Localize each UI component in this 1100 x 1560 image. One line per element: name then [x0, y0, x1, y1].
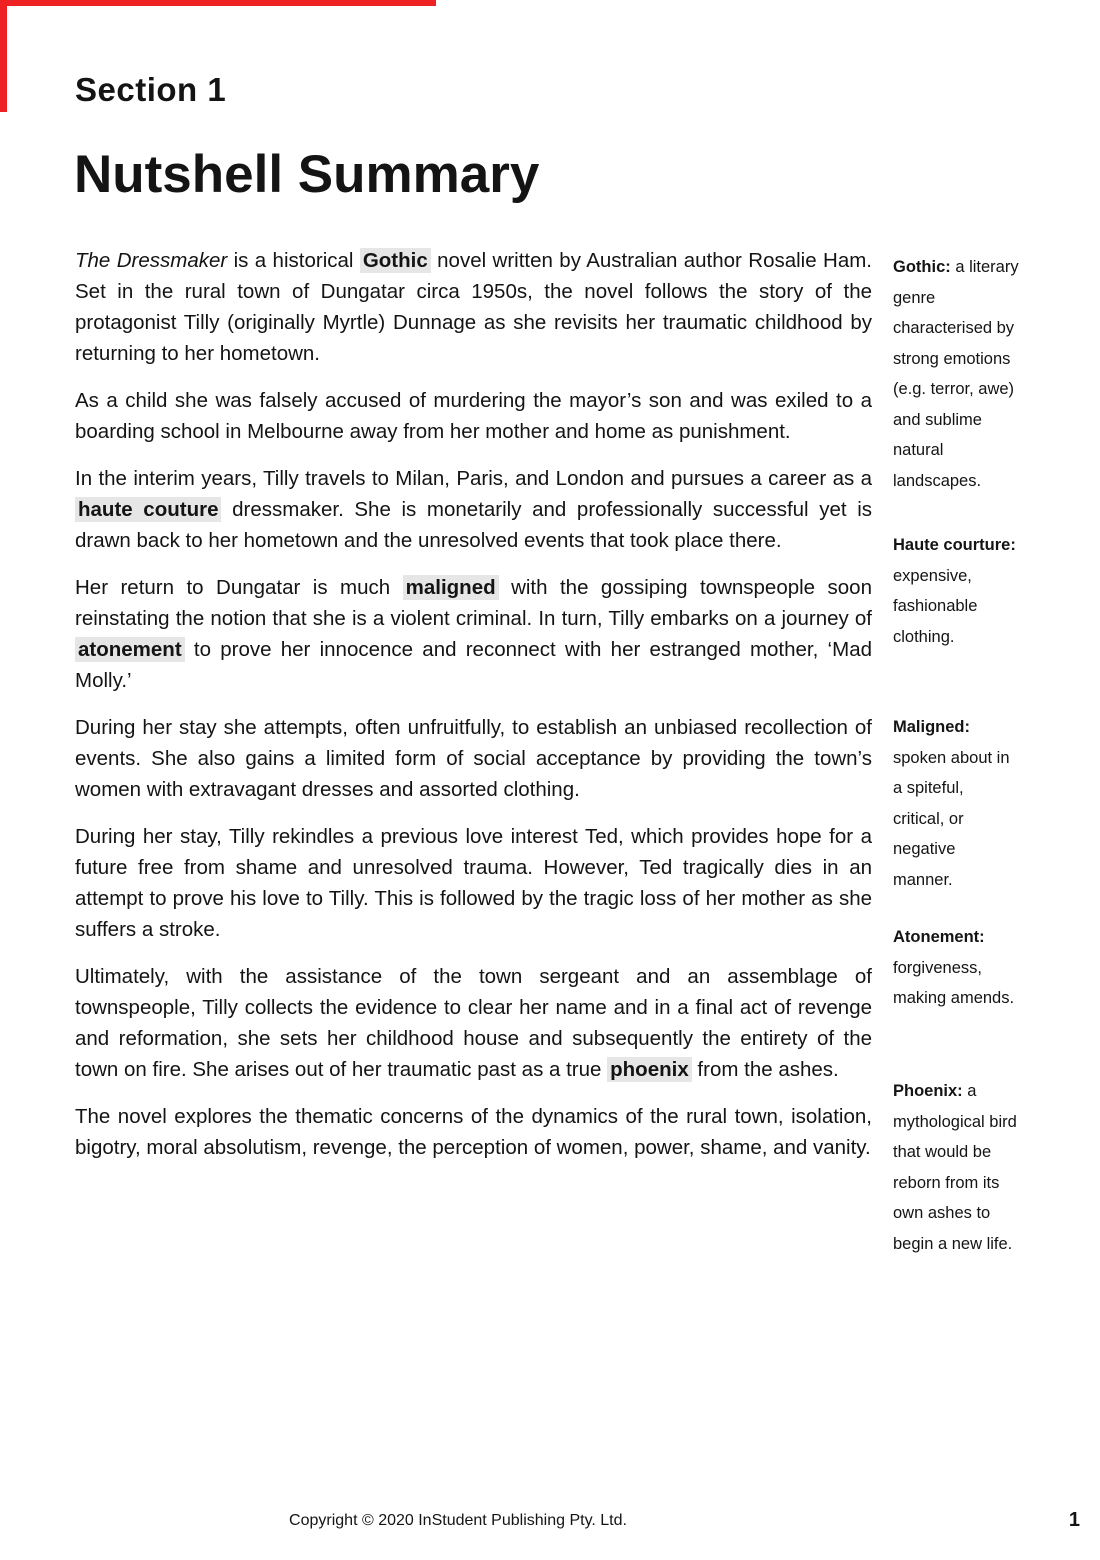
margin-note-term: Maligned: [893, 718, 970, 736]
text-segment: novel written by Australian author Rosalie Ham. Set in the rural town of Dungatar circa 1950s, the novel follows the story of the protagonist Tilly (originally Myrtle) Dunnage as she revisits her traumatic childhood by returning to her hometown. [75, 249, 872, 365]
text-segment: During her stay, Tilly rekindles a previous love interest Ted, which provides hope for a future free from shame and unresolved trauma. However, Ted tragically dies in an attempt to prove his love to Tilly. This is followed by the tragic loss of her mother as she suffers a stroke. [75, 825, 872, 941]
red-edge-mark-left [0, 0, 7, 112]
margin-note: Gothic: a literary genre characterised by strong emotions (e.g. terror, awe) and sublime natural landscapes. [893, 258, 1019, 490]
text-segment: Ultimately, with the assistance of the town sergeant and an assemblage of townspeople, Tilly collects the evidence to clear her name and in a final act of revenge and reformation, she sets her childhood house and subsequently the entirety of the town on fire. She arises out of her traumatic past as a true [75, 965, 872, 1081]
text-segment: During her stay she attempts, often unfruitfully, to establish an unbiased recollection of events. She also gains a limited form of social acceptance by providing the town’s women with extravagant dresses and assorted clothing. [75, 716, 872, 801]
highlighted-term: haute couture [75, 497, 221, 522]
text-segment: to prove her innocence and reconnect with her estranged mother, ‘Mad Molly.’ [75, 638, 872, 692]
margin-note: Maligned: spoken about in a spiteful, critical, or negative manner. [893, 718, 1010, 889]
margin-note: Haute courture: expensive, fashionable clothing. [893, 536, 1016, 646]
section-label: Section 1 [75, 71, 227, 108]
paragraph [75, 572, 872, 696]
margin-note-term: Phoenix: [893, 1082, 963, 1100]
text-segment: is a historical [227, 249, 360, 272]
highlighted-term: atonement [75, 637, 185, 662]
text-segment: dressmaker. She is monetarily and professionally successful yet is drawn back to her hometown and the unresolved events that took place there. [75, 498, 873, 552]
highlighted-term: Gothic [360, 248, 431, 273]
margin-notes-column [893, 0, 1023, 1560]
margin-note: Atonement: forgiveness, making amends. [893, 928, 1015, 1007]
paragraph [75, 712, 872, 805]
text-segment: In the interim years, Tilly travels to Milan, Paris, and London and pursues a career as a [75, 467, 872, 490]
paragraph [75, 1101, 872, 1163]
paragraph [75, 463, 872, 556]
text-segment: The Dressmaker [75, 249, 228, 272]
margin-note: Phoenix: a mythological bird that would be reborn from its own ashes to begin a new life. [893, 1082, 1017, 1253]
text-segment: from the ashes. [691, 1058, 839, 1081]
red-edge-mark-top [0, 0, 436, 6]
text-segment: Her return to Dungatar is much [75, 576, 403, 599]
margin-note-term: Haute courture: [893, 536, 1016, 554]
page-number: 1 [1068, 1509, 1080, 1531]
paragraph [75, 821, 872, 945]
text-segment: As a child she was falsely accused of murdering the mayor’s son and was exiled to a boarding school in Melbourne away from her mother and home as punishment. [75, 389, 872, 443]
highlighted-term: maligned [403, 575, 499, 600]
text-segment: with the gossiping townspeople soon reinstating the notion that she is a violent criminal. In turn, Tilly embarks on a journey of [75, 576, 872, 630]
paragraph [75, 961, 872, 1085]
highlighted-term: phoenix [607, 1057, 692, 1082]
margin-note-term: Gothic: [893, 258, 951, 276]
summary-text-column [75, 245, 872, 1179]
margin-note-term: Atonement: [893, 928, 985, 946]
copyright-line: Copyright © 2020 InStudent Publishing Pty. Ltd. [289, 1512, 627, 1529]
paragraph [75, 385, 872, 447]
paragraph [75, 245, 872, 369]
page-title: Nutshell Summary [74, 145, 540, 204]
text-segment: The novel explores the thematic concerns of the dynamics of the rural town, isolation, bigotry, moral absolutism, revenge, the perception of women, power, shame, and vanity. [75, 1105, 872, 1159]
